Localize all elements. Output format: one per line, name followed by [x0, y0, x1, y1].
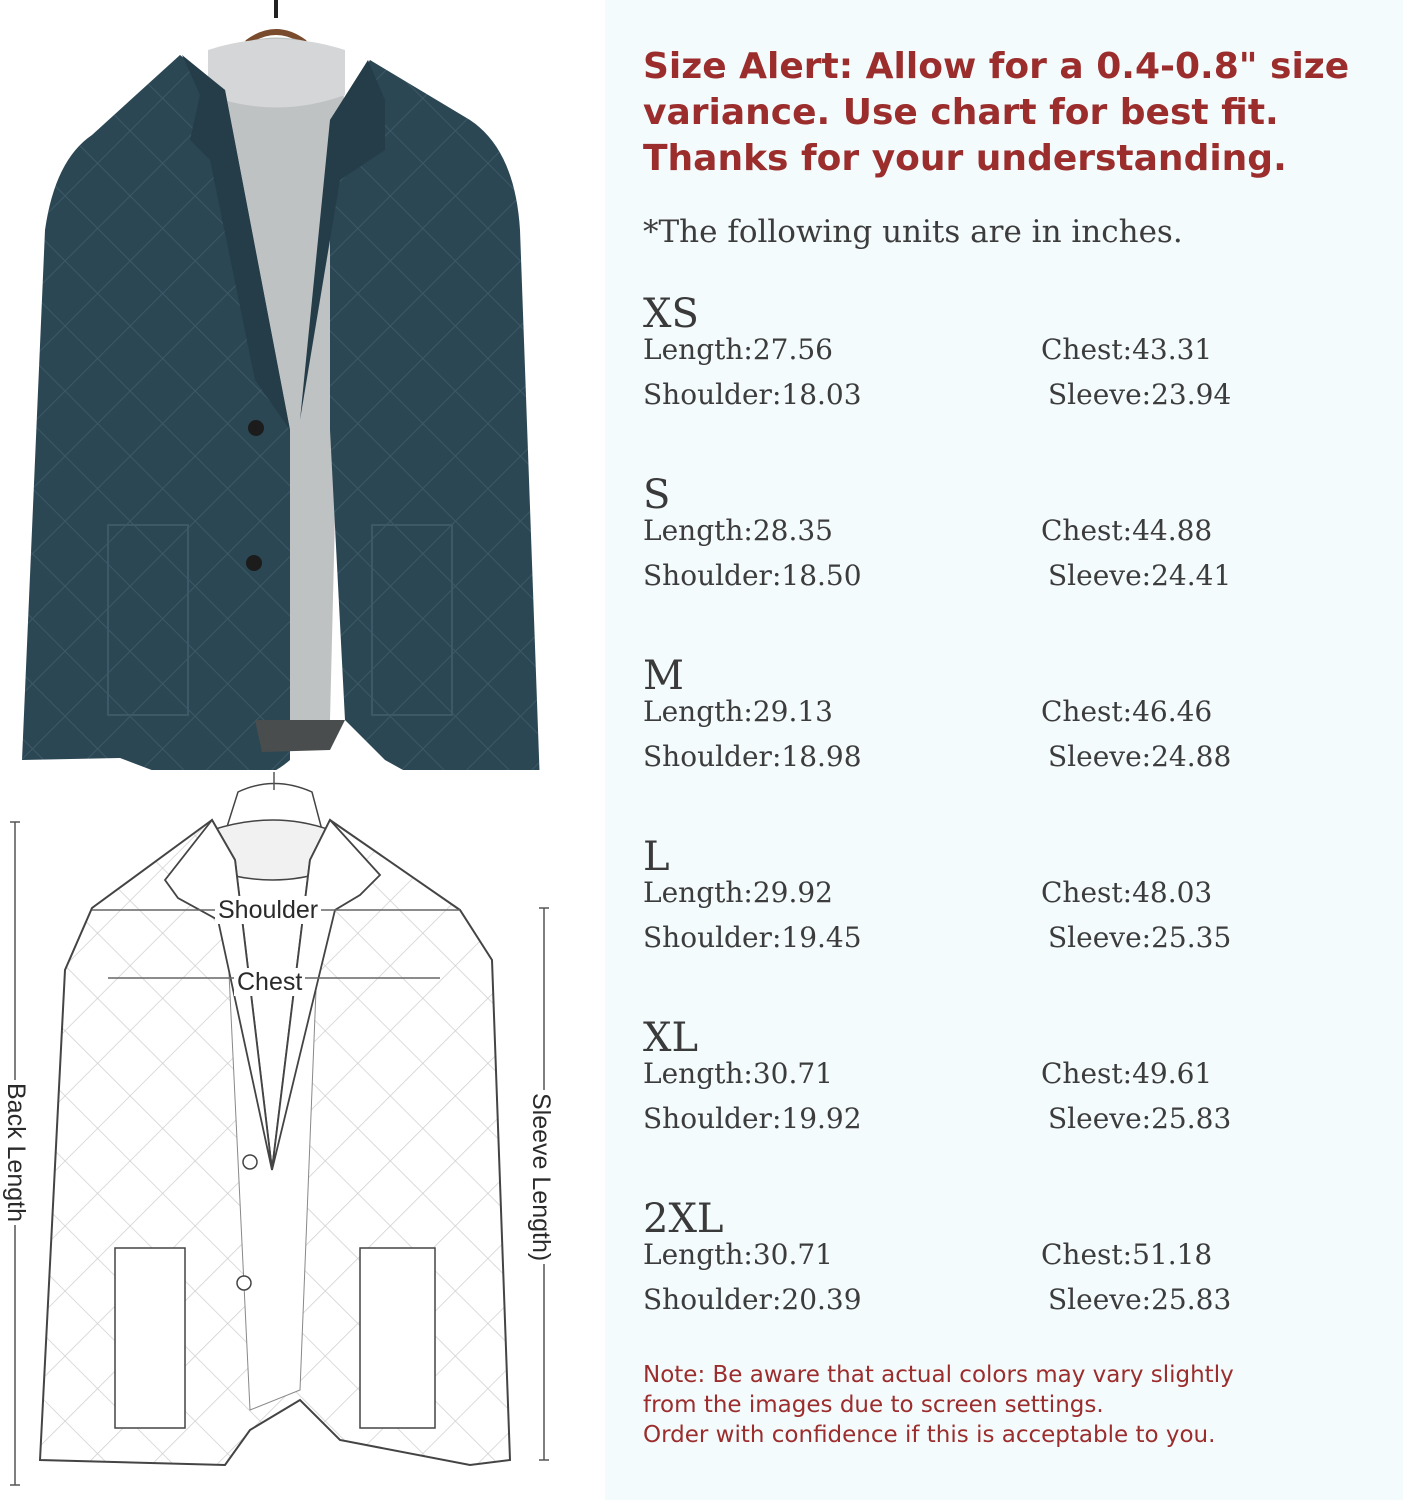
chest-value: Chest:43.31 — [1041, 333, 1213, 366]
chest-label: Chest — [234, 968, 305, 996]
shoulder-value: Shoulder:18.98 — [643, 740, 862, 773]
shoulder-value: Shoulder:18.03 — [643, 378, 862, 411]
jacket-sketch-illustration — [0, 770, 600, 1500]
sleeve-value: Sleeve:24.88 — [1048, 740, 1232, 773]
size-alert — [643, 44, 1403, 182]
size-name: XS — [643, 291, 699, 337]
chest-value: Chest:44.88 — [1041, 514, 1213, 547]
size-name: L — [643, 834, 670, 880]
size-block-2xl — [643, 1197, 1363, 1337]
color-note-line: Note: Be aware that actual colors may vary slightly — [643, 1362, 1234, 1388]
chest-value: Chest:46.46 — [1041, 695, 1213, 728]
shoulder-value: Shoulder:20.39 — [643, 1283, 862, 1316]
units-note: *The following units are in inches. — [643, 214, 1183, 250]
length-value: Length:29.13 — [643, 695, 833, 728]
sleeve-value: Sleeve:25.83 — [1048, 1102, 1232, 1135]
size-block-l — [643, 835, 1363, 975]
shoulder-value: Shoulder:19.92 — [643, 1102, 862, 1135]
shoulder-label: Shoulder — [215, 896, 321, 924]
chest-value: Chest:51.18 — [1041, 1238, 1213, 1271]
shoulder-value: Shoulder:19.45 — [643, 921, 862, 954]
shoulder-value: Shoulder:18.50 — [643, 559, 862, 592]
size-alert-line: variance. Use chart for best fit. — [643, 92, 1279, 133]
chest-value: Chest:49.61 — [1041, 1057, 1213, 1090]
jacket-photo-illustration — [0, 0, 600, 800]
size-block-xs — [643, 292, 1363, 432]
size-info-panel — [605, 0, 1403, 1500]
color-note — [643, 1360, 1383, 1450]
size-name: XL — [643, 1015, 699, 1061]
product-photo — [0, 0, 600, 800]
size-block-xl — [643, 1016, 1363, 1156]
length-value: Length:28.35 — [643, 514, 833, 547]
size-name: S — [643, 472, 671, 518]
size-block-m — [643, 654, 1363, 794]
measurement-diagram — [0, 770, 600, 1500]
length-value: Length:30.71 — [643, 1057, 833, 1090]
size-alert-line: Thanks for your understanding. — [643, 138, 1287, 179]
sleeve-value: Sleeve:23.94 — [1048, 378, 1232, 411]
length-value: Length:29.92 — [643, 876, 833, 909]
sleeve-value: Sleeve:24.41 — [1048, 559, 1232, 592]
color-note-line: from the images due to screen settings. — [643, 1392, 1104, 1418]
length-value: Length:30.71 — [643, 1238, 833, 1271]
chest-value: Chest:48.03 — [1041, 876, 1213, 909]
back-length-label: Back Length — [2, 1080, 30, 1225]
size-name: 2XL — [643, 1196, 724, 1242]
color-note-line: Order with confidence if this is acceptable to you. — [643, 1422, 1216, 1448]
length-value: Length:27.56 — [643, 333, 833, 366]
sleeve-value: Sleeve:25.35 — [1048, 921, 1232, 954]
size-name: M — [643, 653, 684, 699]
size-block-s — [643, 473, 1363, 613]
size-alert-line: Size Alert: Allow for a 0.4-0.8" size — [643, 46, 1350, 87]
sleeve-length-label: Sleeve Length) — [527, 1090, 555, 1264]
sleeve-value: Sleeve:25.83 — [1048, 1283, 1232, 1316]
